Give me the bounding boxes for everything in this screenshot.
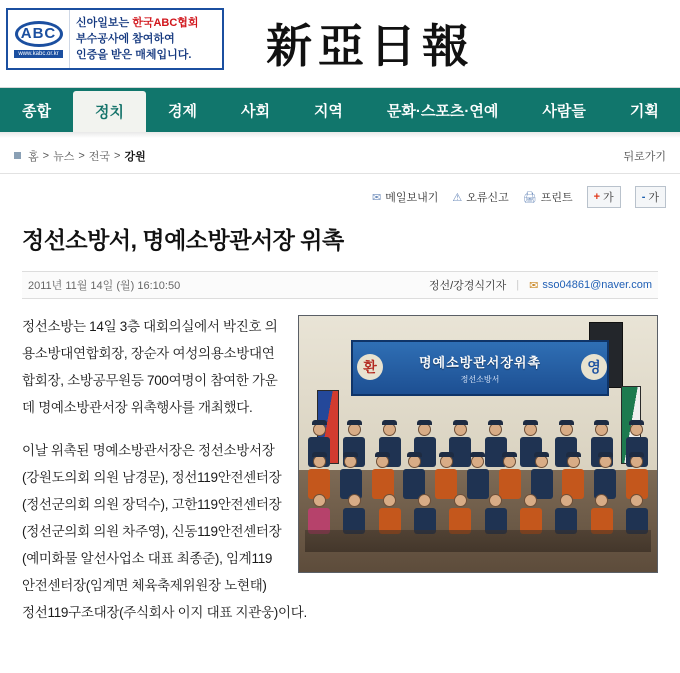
photo-person bbox=[625, 494, 649, 534]
font-increase-button[interactable] bbox=[587, 186, 621, 208]
photo-banner-subtitle: 정선소방서 bbox=[460, 374, 500, 384]
photo-banner-circle-right: 영 bbox=[581, 354, 607, 380]
newspaper-title: 新亞日報 bbox=[266, 19, 474, 73]
breadcrumb-items bbox=[14, 148, 146, 164]
photo-person bbox=[307, 452, 331, 499]
photo-person bbox=[625, 452, 649, 499]
photo-person bbox=[434, 452, 458, 499]
breadcrumb-separator-3: > bbox=[114, 149, 121, 162]
main-navigation bbox=[0, 88, 680, 132]
abc-logo-text: ABC bbox=[15, 21, 63, 47]
photo-banner-circle-left: 환 bbox=[357, 354, 383, 380]
abc-badge-line2: 부수공사에 참여하여 bbox=[76, 33, 175, 45]
photo-person bbox=[342, 494, 366, 534]
abc-logo-url: www.kabc.or.kr bbox=[14, 50, 62, 58]
photo-person bbox=[402, 452, 426, 499]
back-link[interactable]: 뒤로가기 bbox=[623, 150, 666, 163]
photo-person bbox=[519, 494, 543, 534]
photo-person bbox=[590, 494, 614, 534]
nav-item-jonghap[interactable]: 종합 bbox=[22, 102, 51, 120]
byline-divider: | bbox=[516, 279, 520, 291]
font-increase-label: 가 bbox=[603, 192, 614, 204]
nav-item-munhwa-sports-yeonye[interactable]: 문화·스포츠·연예 bbox=[386, 102, 499, 120]
abc-badge-line1-highlight: 한국ABC협회 bbox=[132, 17, 199, 29]
report-error-label: 오류신고 bbox=[466, 192, 509, 204]
photo-people-row-front bbox=[307, 494, 649, 534]
photo-chairs bbox=[305, 530, 651, 552]
breadcrumb-item-home[interactable]: 홈 bbox=[28, 150, 39, 163]
nav-item-jiyeok[interactable]: 지역 bbox=[313, 102, 343, 120]
article-date: 2011년 11월 14일 (월) 16:10:50 bbox=[28, 280, 181, 292]
photo-banner-title: 명예소방관서장위촉 bbox=[418, 354, 542, 370]
mail-icon: ✉ bbox=[372, 191, 382, 204]
font-decrease-label: 가 bbox=[648, 192, 659, 204]
photo-person bbox=[554, 494, 578, 534]
send-mail-button[interactable] bbox=[372, 189, 438, 205]
nav-item-gihwaek[interactable]: 기획 bbox=[629, 102, 659, 120]
masthead bbox=[0, 0, 680, 88]
breadcrumb-separator-1: > bbox=[42, 149, 50, 162]
minus-icon: - bbox=[641, 191, 646, 203]
font-decrease-button[interactable] bbox=[635, 186, 666, 208]
warning-icon: ⚠ bbox=[452, 191, 463, 204]
send-mail-label: 메일보내기 bbox=[385, 192, 439, 204]
print-label: 프린트 bbox=[540, 192, 573, 204]
breadcrumb-item-gangwon[interactable]: 강원 bbox=[124, 150, 146, 163]
article-reporter: 정선/강경식기자 bbox=[428, 280, 507, 292]
photo-person bbox=[448, 494, 472, 534]
photo-person bbox=[378, 494, 402, 534]
breadcrumb-marker-icon bbox=[14, 152, 21, 159]
article-paragraph-2: 이날 위촉된 명예소방관서장은 정선소방서장(강원도의회 의원 남경문), 정선119안전센터장 (정선군의회 의원 장덕수), 고한119안전센터장(정선군의회 의원 차주영), 신동119안전센터장(예미화물 알선사업소 대표 최종준), 임계119안전센터장(임계면 체육축제위원장 노현태) 정선119구조대장(주식회사 이지 대표 지관웅)이다. bbox=[22, 443, 307, 620]
article-photo bbox=[298, 315, 658, 573]
breadcrumb-separator-2: > bbox=[78, 149, 85, 162]
breadcrumb bbox=[0, 138, 680, 174]
photo-person bbox=[498, 452, 522, 499]
nav-item-gyeongje[interactable]: 경제 bbox=[167, 102, 197, 120]
article-container bbox=[0, 214, 680, 626]
abc-badge-line1-a: 신아일보는 bbox=[76, 17, 133, 29]
photo-people-row-middle bbox=[307, 452, 649, 499]
nav-item-sahoe[interactable]: 사회 bbox=[240, 102, 270, 120]
photo-person bbox=[371, 452, 395, 499]
photo-person bbox=[530, 452, 554, 499]
report-error-button[interactable] bbox=[452, 189, 508, 205]
photo-banner bbox=[351, 340, 609, 396]
photo-person bbox=[561, 452, 585, 499]
plus-icon: + bbox=[593, 191, 601, 203]
article-toolbar bbox=[0, 174, 680, 214]
article-paragraph-1: 정선소방는 14일 3층 대회의실에서 박진호 의용소방대연합회장, 장순자 여성의용소방대연합회장, 소방공무원등 700여명이 참여한 가운데 명예소방관서장 위촉행사를 개최했다. bbox=[22, 319, 278, 415]
print-button[interactable] bbox=[523, 189, 573, 205]
photo-person bbox=[413, 494, 437, 534]
article-headline: 정선소방서, 명예소방관서장 위촉 bbox=[22, 227, 344, 253]
breadcrumb-item-news[interactable]: 뉴스 bbox=[53, 150, 75, 163]
printer-icon: 🖨 bbox=[522, 191, 537, 204]
article-reporter-email[interactable]: sso04861@naver.com bbox=[542, 279, 652, 291]
nav-item-saramdeul[interactable]: 사람들 bbox=[542, 102, 586, 120]
nav-item-jeongchi[interactable]: 정치 bbox=[73, 91, 146, 132]
email-icon: ✉ bbox=[529, 279, 539, 292]
breadcrumb-item-nationwide[interactable]: 전국 bbox=[88, 150, 111, 163]
article-body bbox=[22, 299, 658, 626]
abc-badge-line3: 인증을 받은 매체입니다. bbox=[76, 49, 192, 61]
photo-person bbox=[339, 452, 363, 499]
photo-person bbox=[466, 452, 490, 499]
article-byline bbox=[22, 271, 658, 299]
photo-person bbox=[307, 494, 331, 534]
photo-person bbox=[484, 494, 508, 534]
photo-person bbox=[593, 452, 617, 499]
